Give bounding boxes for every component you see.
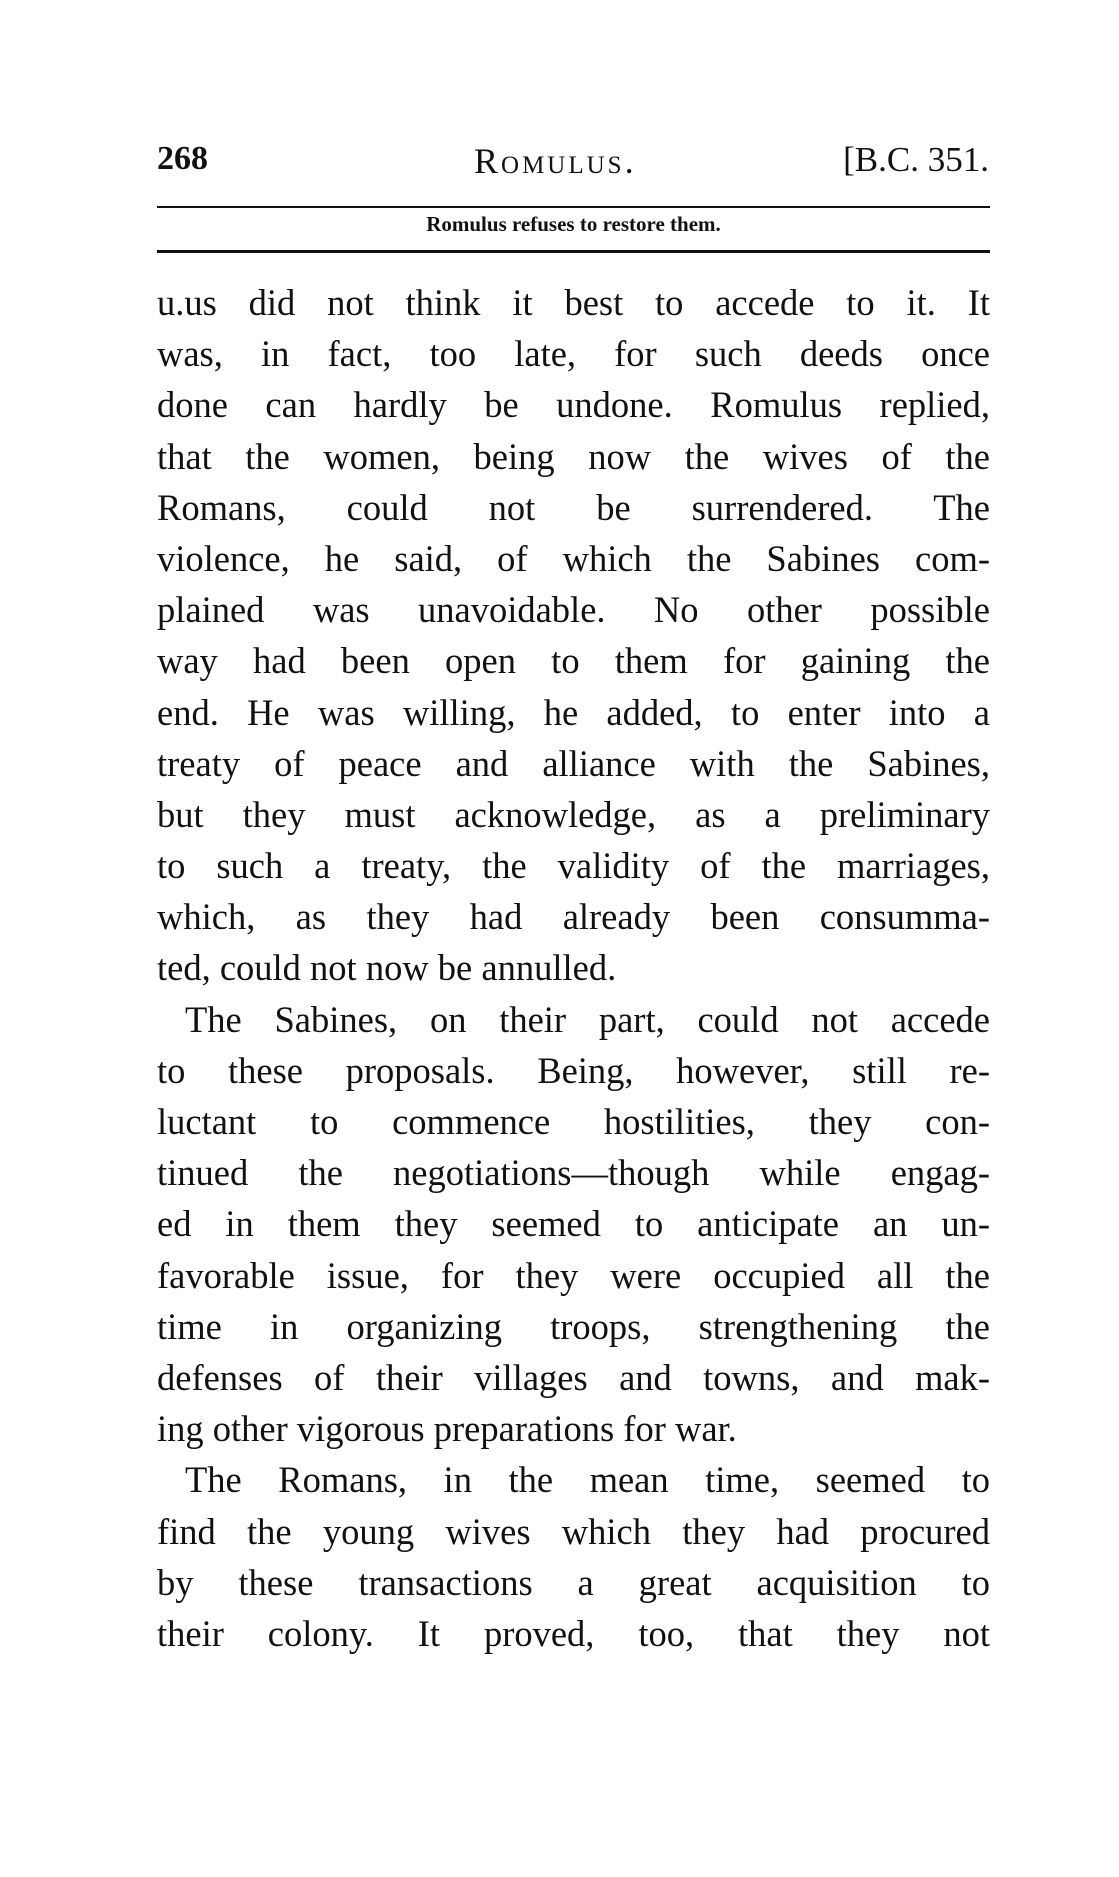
text-line: done can hardly be undone. Romulus replied, [157, 384, 990, 426]
text-line: u.us did not think it best to accede to it. It [157, 282, 990, 323]
text-line: violence, he said, of which the Sabines com- [157, 537, 990, 579]
text-line: was, in fact, too late, for such deeds once [157, 333, 990, 375]
text-line: ed in them they seemed to anticipate an un- [157, 1203, 990, 1245]
text-line: Romans, could not be surrendered. The [157, 486, 990, 528]
date-reference: [B.C. 351. [843, 140, 989, 179]
text-line: The Sabines, on their part, could not accede [185, 998, 990, 1040]
text-line: find the young wives which they had procured [157, 1510, 990, 1552]
text-line: luctant to commence hostilities, they con- [157, 1101, 990, 1142]
running-head [157, 140, 989, 190]
text-line: but they must acknowledge, as a preliminary [157, 793, 990, 835]
text-line: to such a treaty, the validity of the marriages, [157, 845, 990, 887]
text-line: way had been open to them for gaining the [157, 640, 990, 682]
text-line: plained was unavoidable. No other possible [157, 589, 990, 631]
text-line: treaty of peace and alliance with the Sabines, [157, 742, 990, 784]
text-line: time in organizing troops, strengthening the [157, 1305, 990, 1347]
text-line: their colony. It proved, too, that they not [157, 1612, 990, 1654]
text-line: tinued the negotiations—though while engag- [157, 1152, 990, 1194]
text-line: ing other vigorous preparations for war. [157, 1408, 737, 1450]
text-line: defenses of their villages and towns, and mak- [157, 1356, 990, 1398]
text-line: end. He was willing, he added, to enter into a [157, 691, 990, 733]
text-line: The Romans, in the mean time, seemed to [185, 1459, 990, 1501]
body-text [157, 277, 990, 1659]
section-subhead: Romulus refuses to restore them. [426, 212, 721, 236]
text-line: that the women, being now the wives of the [157, 435, 990, 477]
header-rule-top [157, 206, 990, 208]
text-line: ted, could not now be annulled. [157, 947, 617, 989]
header-rule-bottom [157, 250, 990, 253]
text-line: which, as they had already been consumma- [157, 896, 990, 938]
text-line: by these transactions a great acquisition to [157, 1561, 990, 1603]
text-line: to these proposals. Being, however, still re- [157, 1049, 990, 1091]
running-title: Romulus. [474, 141, 637, 181]
text-line: favorable issue, for they were occupied all the [157, 1254, 990, 1296]
page-number: 268 [157, 140, 208, 177]
